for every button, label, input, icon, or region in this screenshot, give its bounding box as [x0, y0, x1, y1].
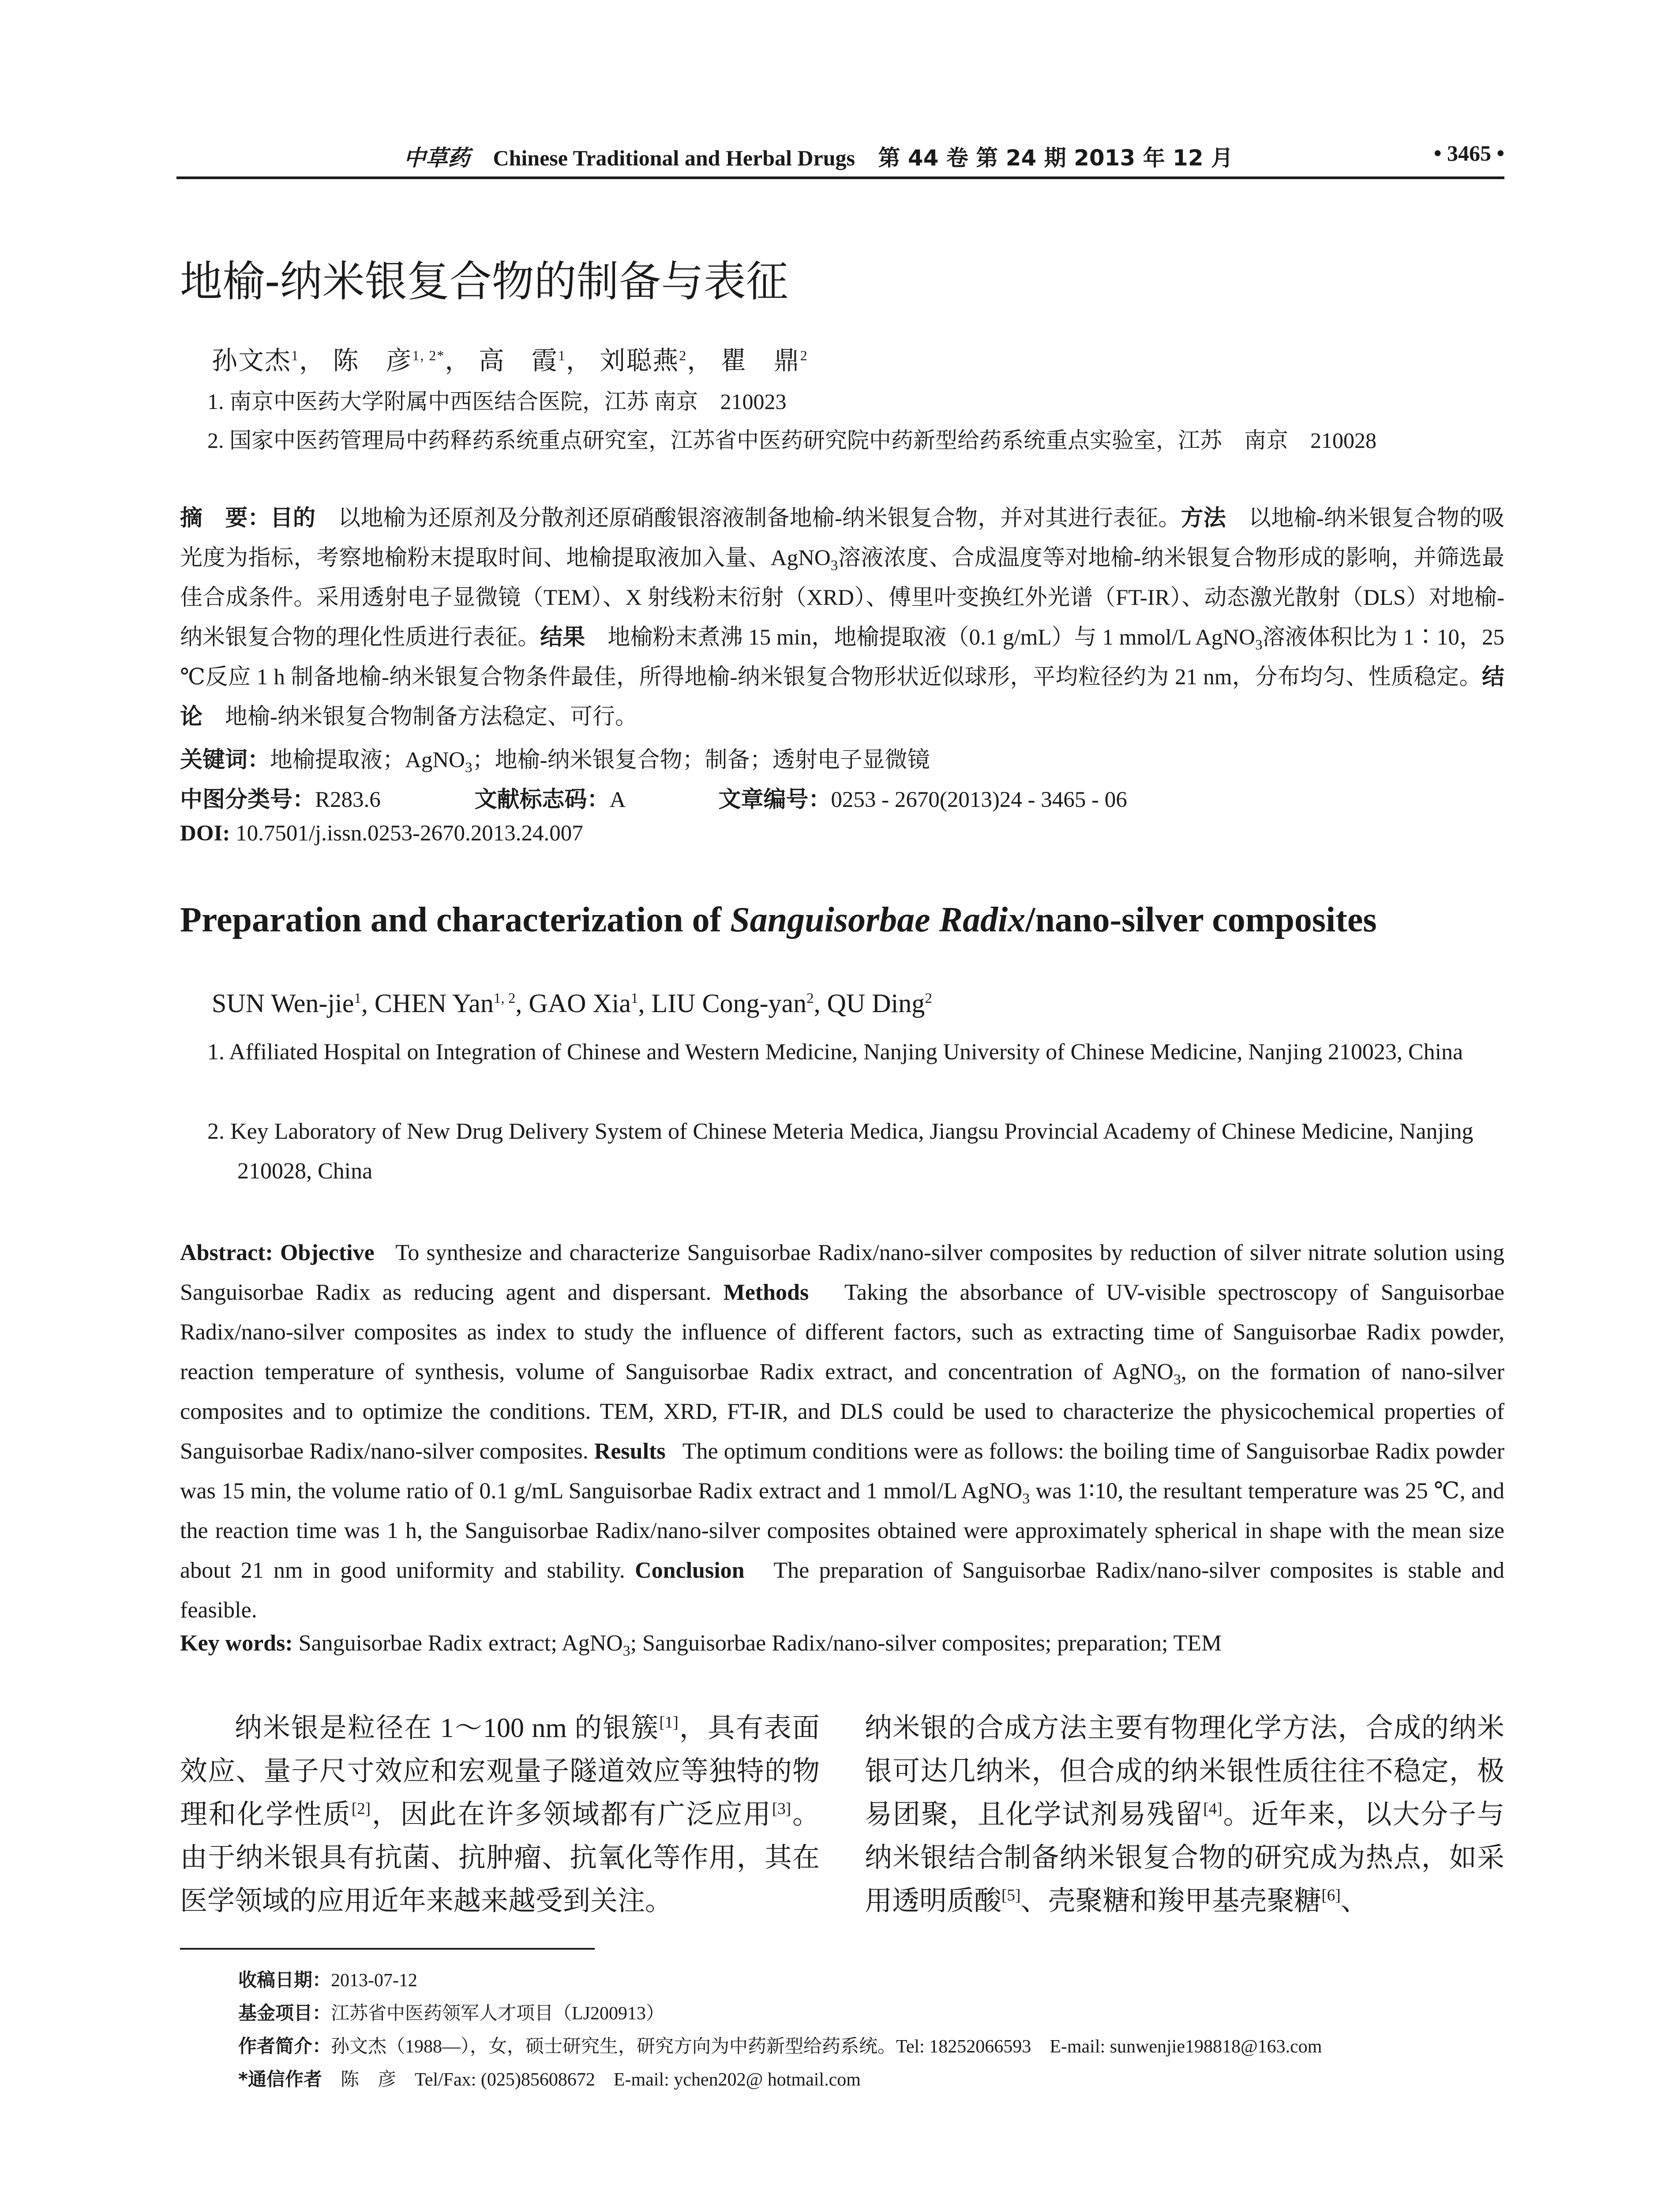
keywords-en: Key words: Sanguisorbae Radix extract; AgNO$_3$; Sanguisorbae Radix/nano-silver composites; preparation; TEM: [180, 1631, 1222, 1659]
author-name: LIU Cong-yan: [651, 989, 807, 1018]
author-name: CHEN Yan: [374, 989, 494, 1018]
objective-text-cn: 以地榆为还原剂及分散剂还原硝酸银溶液制备地榆-纳米银复合物，并对其进行表征。: [338, 506, 1181, 531]
abstract-en: Abstract: Objective To synthesize and characterize Sanguisorbae Radix/nano-silver composites by reduction of silver nitrate solution using Sanguisorbae Radix as reducing agent and dispersant. Methods Taking the absorbance of UV-visible spectroscopy of Sanguisorbae Radix/nano-silver composites as index to study the influence of different factors, such as extracting time of Sanguisorbae Radix powder, reaction temperature of synthesis, volume of Sanguisorbae Radix extract, and concentration of AgNO$_3$, on the formation of nano-silver composites and to optimize the conditions. TEM, XRD, FT-IR, and DLS could be used to characterize the physicochemical properties of Sanguisorbae Radix/nano-silver composites. Results The optimum conditions were as follows: the boiling time of Sanguisorbae Radix powder was 15 min, the volume ratio of 0.1 g/mL Sanguisorbae Radix extract and 1 mmol/L AgNO$_3$ was 1∶10, the resultant temperature was 25 ℃, and the reaction time was 1 h, the Sanguisorbae Radix/nano-silver composites obtained were approximately spherical in shape with the mean size about 21 nm in good uniformity and stability. Conclusion The preparation of Sanguisorbae Radix/nano-silver composites is stable and feasible.: [180, 1240, 1505, 1623]
keywords-text-cn-cont: ；地榆-纳米银复合物；制备；透射电子显微镜: [472, 748, 930, 773]
conclusion-label-en: Conclusion: [635, 1558, 745, 1583]
author-name: 孙文杰: [212, 346, 292, 375]
running-header: [176, 140, 1504, 176]
journal-issue: 第 44 卷 第 24 期 2013 年 12 月: [878, 145, 1234, 171]
affiliation-cn-1: 1. 南京中医药大学附属中西医结合医院，江苏 南京 210023: [207, 389, 787, 414]
author-affiliation-mark: 1: [631, 990, 638, 1006]
author-affiliation-mark: 1, 2: [493, 990, 516, 1006]
footnote-fund: 基金项目：江苏省中医药领军人才项目（LJ200913）: [238, 2002, 665, 2024]
doi-label: DOI:: [180, 821, 230, 846]
footnote-received: 收稿日期：2013-07-12: [238, 1969, 417, 1991]
citation-link[interactable]: [1]: [659, 1713, 679, 1732]
methods-text-en: Taking the absorbance of UV-visible spectroscopy of Sanguisorbae Radix/nano-silver composites as index to study the influence of different factors, such as extracting time of Sanguisorbae Radix powder, reaction temperature of synthesis, volume of Sanguisorbae Radix extract, and concentration of AgNO: [180, 1280, 1505, 1384]
keywords-text-en-cont: ; Sanguisorbae Radix/nano-silver composites; preparation; TEM: [630, 1631, 1222, 1656]
author-name: 高 霞: [478, 346, 558, 375]
abstract-label-cn: 摘 要：: [180, 505, 270, 531]
author-affiliation-mark: 2: [925, 990, 932, 1006]
author-affiliation-mark: 1, 2*: [412, 348, 445, 364]
footnote-corresponding: *通信作者 陈 彦 Tel/Fax: (025)85608672 E-mail: ychen202@ hotmail.com: [238, 2068, 861, 2090]
keywords-label-en: Key words:: [180, 1631, 293, 1656]
header-rule: [176, 176, 1504, 179]
methods-text-en-cont: , on the formation of nano-silver composites and to optimize the conditions. TEM, XRD, FT-IR, and DLS could be used to characterize the physicochemical properties of Sanguisorbae Radix/nano-silver composites.: [180, 1359, 1504, 1464]
clc-value: R283.6: [315, 788, 381, 812]
conclusion-text-cn: 地榆-纳米银复合物制备方法稳定、可行。: [225, 705, 638, 729]
author-name: QU Ding: [827, 989, 925, 1018]
author-affiliation-mark: 2: [806, 990, 814, 1006]
author-name: 刘聪燕: [600, 346, 679, 375]
citation-link[interactable]: [3]: [772, 1800, 791, 1818]
doc-code-value: A: [609, 788, 625, 812]
author-affiliation-mark: 1: [354, 990, 361, 1006]
doi-link[interactable]: 10.7501/j.issn.0253-2670.2013.24.007: [236, 821, 583, 846]
footnote-author: 作者简介：孙文杰（1988—），女，硕士研究生，研究方向为中药新型给药系统。Tel: 18252066593 E-mail: sunwenjie198818@163.com: [238, 2035, 1322, 2057]
affiliation-en-2: 2. Key Laboratory of New Drug Delivery System of Chinese Meteria Medica, Jiangsu Provincial Academy of Chinese Medicine, Nanjing 210028, China: [207, 1119, 1474, 1184]
article-title-en: Preparation and characterization of Sanguisorbae Radix/nano-silver composites: [180, 900, 1377, 939]
classification-line: [180, 781, 1127, 814]
author-affiliation-mark: 2: [679, 348, 687, 364]
author-list-en: SUN Wen-jie$^1$, CHEN Yan$^{1, 2}$, GAO Xia$^1$, LIU Cong-yan$^2$, QU Ding$^2$: [212, 989, 932, 1018]
results-text-cn-cont: 溶液体积比为 1∶10，25 ℃反应 1 h 制备地榆-纳米银复合物条件最佳，所得地榆-纳米银复合物形状近似球形，平均粒径约为 21 nm，分布均匀、性质稳定。: [180, 625, 1504, 690]
author-affiliation-mark: 2: [800, 348, 808, 364]
author-name: SUN Wen-jie: [212, 989, 354, 1018]
objective-label-cn: 目的: [270, 505, 316, 531]
author-name: 瞿 鼎: [720, 346, 800, 375]
keywords-cn: 关键词：地榆提取液；AgNO$_3$；地榆-纳米银复合物；制备；透射电子显微镜: [180, 747, 930, 776]
objective-label-en: Objective: [280, 1240, 375, 1265]
results-text-en: The optimum conditions were as follows: the boiling time of Sanguisorbae Radix powder was 15 min, the volume ratio of 0.1 g/mL Sanguisorbae Radix extract and 1 mmol/L AgNO: [180, 1439, 1505, 1504]
article-no-value: 0253 - 2670(2013)24 - 3465 - 06: [831, 788, 1127, 812]
affiliation-en-1: 1. Affiliated Hospital on Integration of Chinese and Western Medicine, Nanjing University of Chinese Medicine, Nanjing 210023, China: [207, 1039, 1463, 1065]
journal-line: [404, 140, 1233, 172]
results-text-en-cont: was 1∶10, the resultant temperature was 25 ℃, and the reaction time was 1 h, the Sanguisorbae Radix/nano-silver composites obtained were approximately spherical in shape with the mean size about 21 nm in good uniformity and stability.: [180, 1478, 1504, 1583]
clc-label: 中图分类号：: [180, 787, 315, 813]
methods-label-cn: 方法: [1181, 505, 1226, 531]
abstract-label-en: Abstract:: [180, 1240, 273, 1265]
article-title-cn: 地榆-纳米银复合物的制备与表征: [180, 257, 788, 306]
journal-name-en: Chinese Traditional and Herbal Drugs: [493, 146, 855, 170]
author-affiliation-mark: 1: [291, 348, 299, 364]
author-name: 陈 彦: [333, 346, 412, 375]
keywords-text-cn: 地榆提取液；AgNO: [270, 748, 465, 773]
methods-text-cn: 以地榆-纳米银复合物的吸光度为指标，考察地榆粉末提取时间、地榆提取液加入量、AgNO: [180, 506, 1504, 570]
keywords-label-cn: 关键词：: [180, 747, 270, 773]
author-affiliation-mark: 1: [558, 348, 566, 364]
body-column-right: 纳米银的合成方法主要有物理化学方法，合成的纳米银可达几纳米，但合成的纳米银性质往往不稳定，极易团聚，且化学试剂易残留[4]。近年来，以大分子与纳米银结合制备纳米银复合物的研究成为热点，如采用透明质酸[5]、壳聚糖和羧甲基壳聚糖[6]、: [865, 1713, 1504, 1916]
conclusion-text-en: The preparation of Sanguisorbae Radix/nano-silver composites is stable and feasible.: [180, 1558, 1505, 1623]
affiliation-cn-2: 2. 国家中医药管理局中药释药系统重点研究室，江苏省中医药研究院中药新型给药系统重点实验室，江苏 南京 210028: [207, 428, 1376, 453]
citation-link[interactable]: [2]: [351, 1800, 371, 1818]
methods-label-en: Methods: [723, 1280, 809, 1305]
keywords-text-en: Sanguisorbae Radix extract; AgNO: [298, 1631, 623, 1656]
conclusion-label-cn: 结论: [180, 664, 1504, 730]
methods-text-cn-cont: 溶液浓度、合成温度等对地榆-纳米银复合物形成的影响，并筛选最佳合成条件。采用透射电子显微镜（TEM）、X 射线粉末衍射（XRD）、傅里叶变换红外光谱（FT-IR）、动态激光散射（DLS）对地榆-纳米银复合物的理化性质进行表征。: [180, 546, 1504, 650]
abstract-cn: 摘 要：目的 以地榆为还原剂及分散剂还原硝酸银溶液制备地榆-纳米银复合物，并对其进行表征。方法 以地榆-纳米银复合物的吸光度为指标，考察地榆粉末提取时间、地榆提取液加入量、AgNO$_3$溶液浓度、合成温度等对地榆-纳米银复合物形成的影响，并筛选最佳合成条件。采用透射电子显微镜（TEM）、X 射线粉末衍射（XRD）、傅里叶变换红外光谱（FT-IR）、动态激光散射（DLS）对地榆-纳米银复合物的理化性质进行表征。结果 地榆粉末煮沸 15 min，地榆提取液（0.1 g/mL）与 1 mmol/L AgNO$_3$溶液体积比为 1∶10，25 ℃反应 1 h 制备地榆-纳米银复合物条件最佳，所得地榆-纳米银复合物形状近似球形，平均粒径约为 21 nm，分布均匀、性质稳定。结论 地榆-纳米银复合物制备方法稳定、可行。: [180, 505, 1504, 730]
doc-code-label: 文献标志码：: [474, 787, 610, 813]
author-name: GAO Xia: [529, 989, 631, 1018]
results-label-cn: 结果: [540, 624, 585, 650]
results-text-cn: 地榆粉末煮沸 15 min，地榆提取液（0.1 g/mL）与 1 mmol/L AgNO: [608, 625, 1255, 650]
doi-line: [180, 821, 583, 846]
citation-link[interactable]: [4]: [1203, 1800, 1222, 1818]
body-column-left: 纳米银是粒径在 1～100 nm 的银簇[1]，具有表面效应、量子尺寸效应和宏观量子隧道效应等独特的物理和化学性质[2]，因此在许多领域都有广泛应用[3]。由于纳米银具有抗菌、抗肿瘤、抗氧化等作用，其在医学领域的应用近年来越来越受到关注。: [180, 1713, 820, 1916]
results-label-en: Results: [594, 1439, 666, 1464]
author-list-cn: 孙文杰$^1$， 陈 彦$^{1, 2*}$， 高 霞$^1$， 刘聪燕$^2$， 瞿 鼎$^2$: [212, 346, 808, 375]
citation-link[interactable]: [5]: [1001, 1886, 1021, 1905]
citation-link[interactable]: [6]: [1321, 1886, 1341, 1905]
journal-name-cn: 中草药: [404, 146, 470, 170]
footnote-rule: [180, 1948, 595, 1950]
page-number: • 3465 •: [1433, 141, 1504, 165]
article-no-label: 文章编号：: [718, 787, 831, 813]
objective-text-en: To synthesize and characterize Sanguisorbae Radix/nano-silver composites by reduction of silver nitrate solution using Sanguisorbae Radix as reducing agent and dispersant.: [180, 1240, 1505, 1305]
